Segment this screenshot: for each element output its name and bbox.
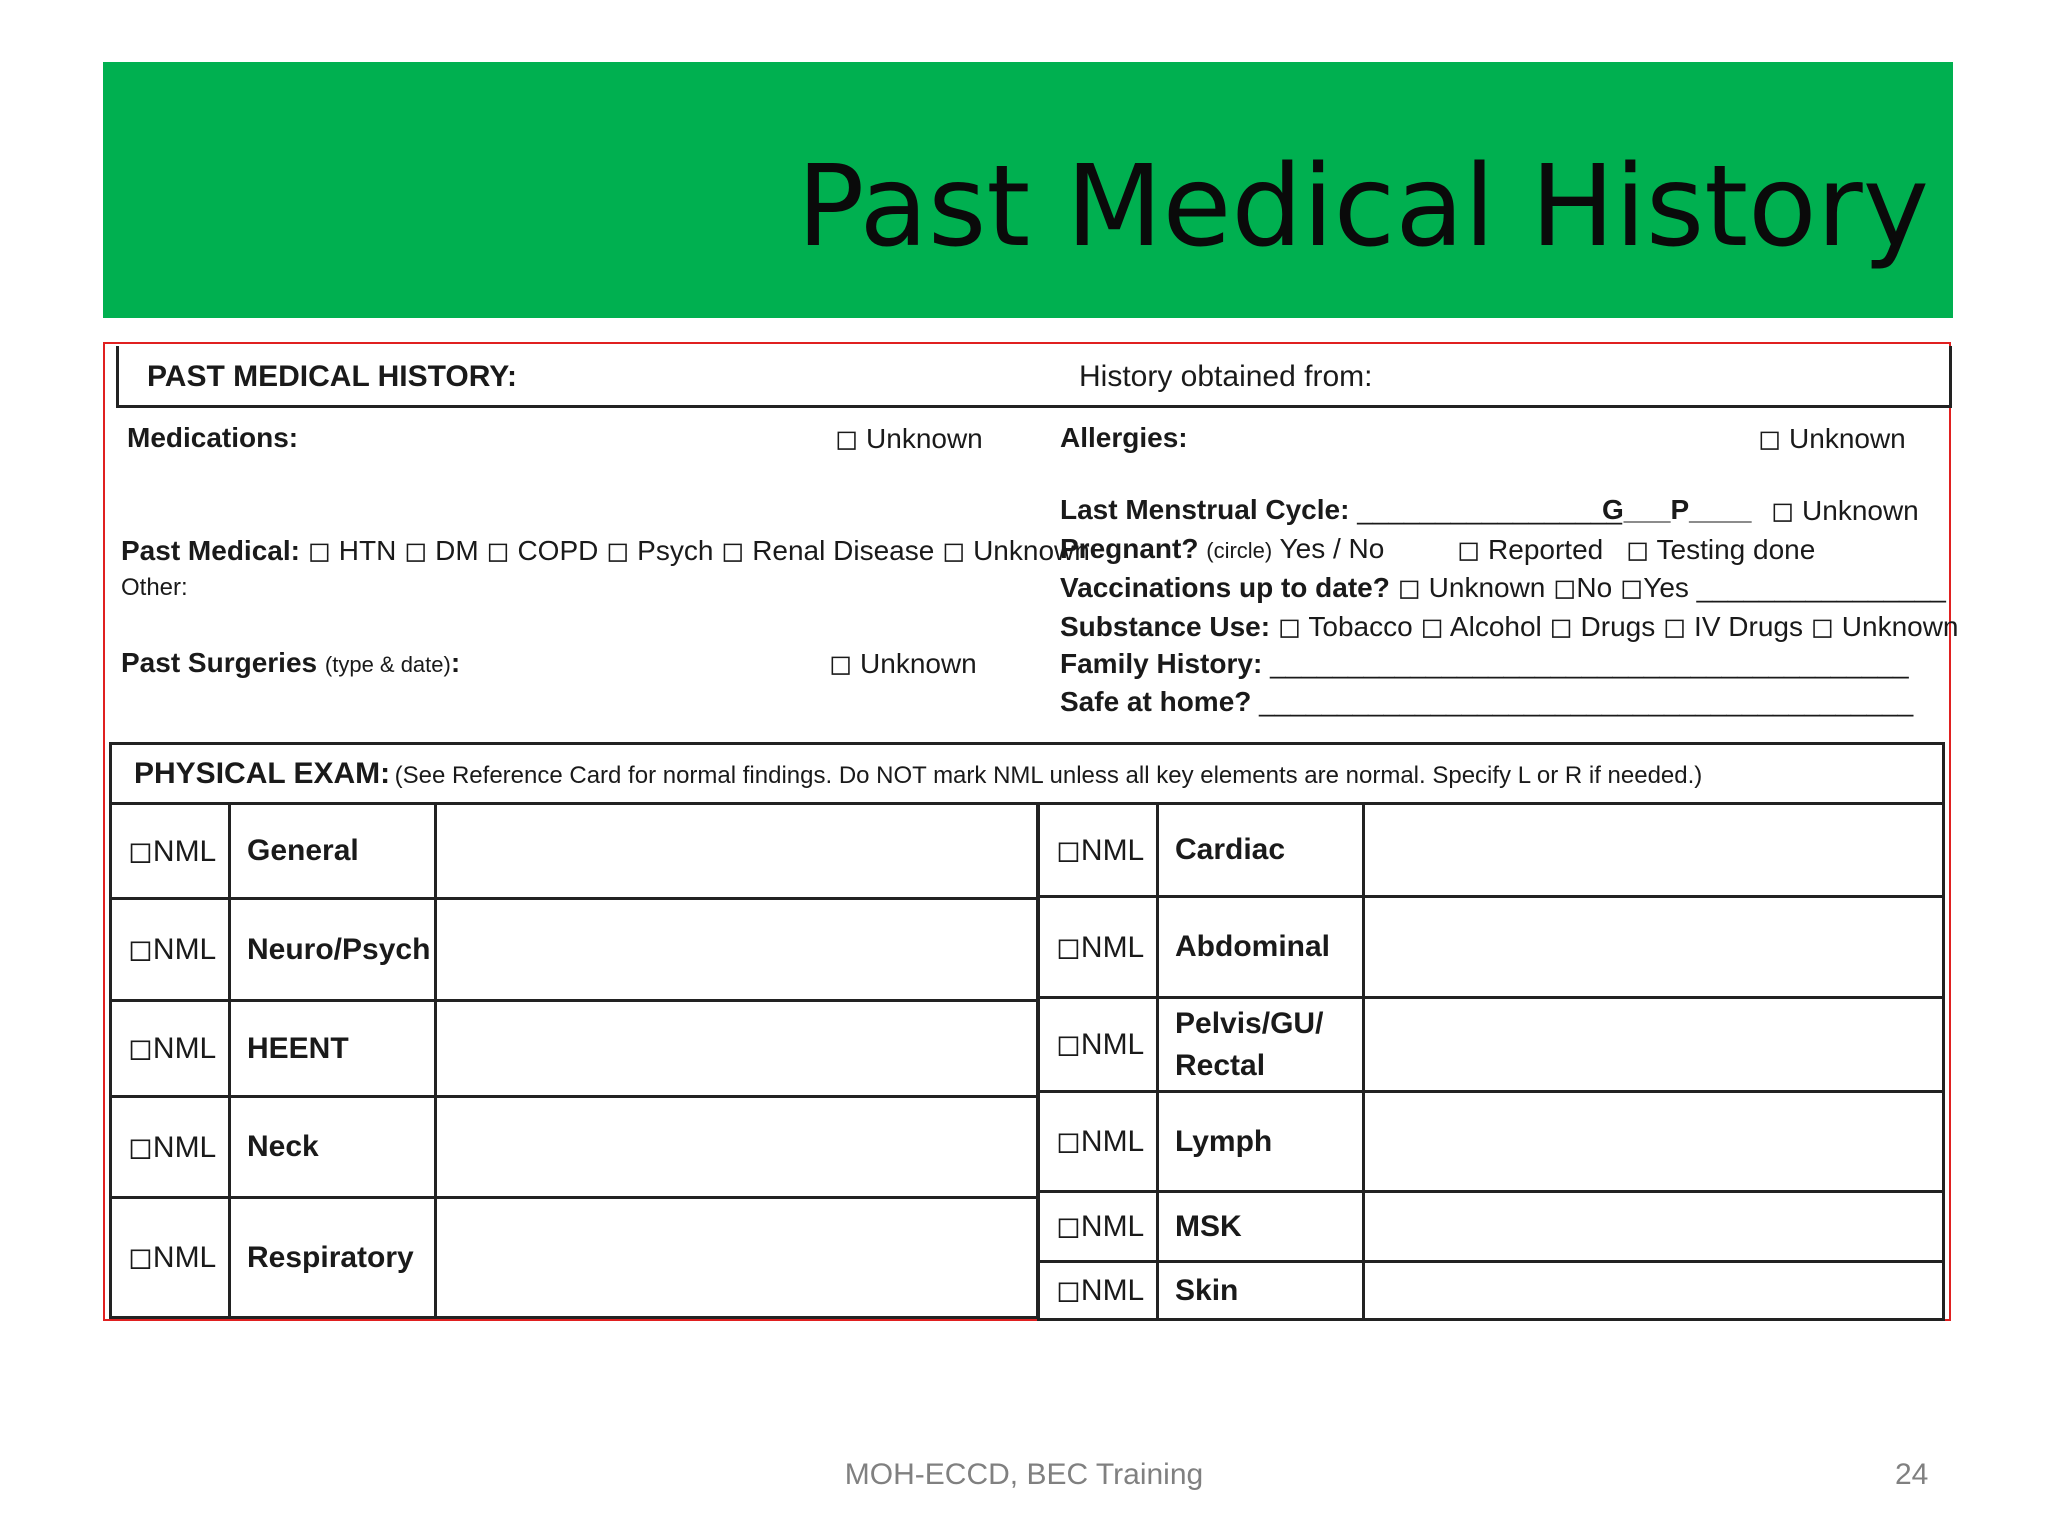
past-surgeries-label: Past Surgeries — [121, 647, 318, 678]
exam-row-general — [111, 804, 1038, 899]
vaccinations-label: Vaccinations up to date? — [1060, 572, 1390, 603]
exam-label-neuro: Neuro/Psych — [230, 899, 436, 1001]
exam-row-neuro — [111, 899, 1038, 1001]
exam-label-abdominal: Abdominal — [1158, 897, 1364, 998]
substance-row — [1060, 610, 1959, 643]
exam-row-lymph — [1039, 1092, 1944, 1192]
nml-checkbox[interactable]: ◻NML — [111, 804, 230, 899]
pregnant-testing-checkbox[interactable]: ◻ Testing done — [1626, 534, 1816, 565]
exam-label-cardiac: Cardiac — [1158, 804, 1364, 897]
safe-at-home-row — [1060, 686, 1913, 718]
exam-notes-msk[interactable] — [1364, 1192, 1944, 1262]
past-medical-options[interactable]: ◻ HTN ◻ DM ◻ COPD ◻ Psych ◻ Renal Disease ◻ Unknown — [307, 535, 1090, 566]
exam-row-neck — [111, 1097, 1038, 1198]
exam-notes-heent[interactable] — [436, 1001, 1038, 1097]
exam-notes-neuro[interactable] — [436, 899, 1038, 1001]
lmc-blank[interactable]: _________________ — [1357, 494, 1622, 525]
exam-row-respiratory — [111, 1198, 1038, 1318]
exam-table-left — [109, 802, 1039, 1319]
past-medical-row — [121, 534, 1090, 567]
nml-checkbox[interactable]: ◻NML — [111, 1198, 230, 1318]
lmc-gp[interactable]: G___P____ — [1602, 494, 1752, 525]
nml-checkbox[interactable]: ◻NML — [1039, 1192, 1158, 1262]
exam-label-heent: HEENT — [230, 1001, 436, 1097]
slide-page-number: 24 — [1895, 1458, 1929, 1491]
past-surgeries-colon: : — [450, 647, 461, 678]
nml-checkbox[interactable]: ◻NML — [1039, 1092, 1158, 1192]
exam-label-respiratory: Respiratory — [230, 1198, 436, 1318]
substance-options[interactable]: ◻ Tobacco ◻ Alcohol ◻ Drugs ◻ IV Drugs ◻ Unknown — [1277, 611, 1959, 642]
family-history-blank[interactable]: _________________________________________ — [1270, 648, 1909, 679]
medications-label: Medications: — [127, 422, 299, 453]
exam-row-heent — [111, 1001, 1038, 1097]
substance-label: Substance Use: — [1060, 611, 1271, 642]
nml-checkbox[interactable]: ◻NML — [111, 899, 230, 1001]
nml-checkbox[interactable]: ◻NML — [1039, 998, 1158, 1092]
past-medical-label: Past Medical: — [121, 535, 300, 566]
exam-label-neck: Neck — [230, 1097, 436, 1198]
pmh-header-box — [116, 346, 1952, 408]
lmc-label: Last Menstrual Cycle: — [1060, 494, 1350, 525]
pe-header-row — [134, 757, 1702, 791]
exam-label-msk: MSK — [1158, 1192, 1364, 1262]
slide-footer: MOH-ECCD, BEC Training — [844, 1458, 1204, 1491]
past-surgeries-unknown-checkbox[interactable]: ◻ Unknown — [829, 648, 977, 679]
slide-title: Past Medical History — [796, 142, 1929, 272]
exam-label-general: General — [230, 804, 436, 899]
exam-table-right — [1037, 802, 1945, 1321]
exam-row-pelvis — [1039, 998, 1944, 1092]
exam-notes-neck[interactable] — [436, 1097, 1038, 1198]
family-history-row — [1060, 648, 1909, 680]
exam-row-cardiac — [1039, 804, 1944, 897]
family-history-label: Family History: — [1060, 648, 1263, 679]
nml-checkbox[interactable]: ◻NML — [1039, 897, 1158, 998]
exam-notes-cardiac[interactable] — [1364, 804, 1944, 897]
pregnant-circle-note: (circle) — [1206, 538, 1273, 563]
past-surgeries-note: (type & date) — [324, 652, 451, 677]
pregnant-row — [1060, 533, 1384, 565]
pregnant-reported-checkbox[interactable]: ◻ Reported — [1457, 534, 1604, 565]
allergies-label: Allergies: — [1060, 422, 1188, 453]
title-bar — [103, 62, 1953, 318]
history-obtained-label: History obtained from: — [1079, 360, 1373, 393]
nml-checkbox[interactable]: ◻NML — [111, 1001, 230, 1097]
past-surgeries-row — [121, 647, 460, 679]
nml-checkbox[interactable]: ◻NML — [111, 1097, 230, 1198]
pregnant-label: Pregnant? — [1060, 533, 1199, 564]
exam-notes-pelvis[interactable] — [1364, 998, 1944, 1092]
exam-notes-skin[interactable] — [1364, 1262, 1944, 1320]
other-label: Other: — [121, 574, 188, 601]
pe-header-box — [109, 742, 1945, 804]
exam-notes-lymph[interactable] — [1364, 1092, 1944, 1192]
exam-notes-general[interactable] — [436, 804, 1038, 899]
lmc-row — [1060, 494, 1622, 526]
nml-checkbox[interactable]: ◻NML — [1039, 1262, 1158, 1320]
safe-at-home-blank[interactable]: __________________________________________ — [1259, 686, 1914, 717]
pe-header-note: (See Reference Card for normal findings. Do NOT mark NML unless all key elements are normal. Specify L or R if needed.) — [394, 762, 1703, 789]
safe-at-home-label: Safe at home? — [1060, 686, 1252, 717]
exam-label-pelvis: Pelvis/GU/ Rectal — [1158, 998, 1364, 1092]
exam-notes-abdominal[interactable] — [1364, 897, 1944, 998]
pregnant-options[interactable]: Yes / No — [1279, 533, 1385, 564]
exam-row-abdominal — [1039, 897, 1944, 998]
exam-notes-respiratory[interactable] — [436, 1198, 1038, 1318]
exam-label-skin: Skin — [1158, 1262, 1364, 1320]
pe-header-title: PHYSICAL EXAM: — [134, 757, 391, 790]
exam-row-msk — [1039, 1192, 1944, 1262]
nml-checkbox[interactable]: ◻NML — [1039, 804, 1158, 897]
lmc-unknown-checkbox[interactable]: ◻ Unknown — [1771, 495, 1919, 526]
exam-row-skin — [1039, 1262, 1944, 1320]
medications-unknown-checkbox[interactable]: ◻ Unknown — [835, 423, 983, 454]
pmh-header-title: PAST MEDICAL HISTORY: — [147, 360, 518, 393]
vaccinations-options[interactable]: ◻ Unknown ◻No ◻Yes ________________ — [1397, 572, 1946, 603]
exam-label-lymph: Lymph — [1158, 1092, 1364, 1192]
vaccinations-row — [1060, 571, 1946, 604]
form-image — [103, 342, 1959, 1321]
allergies-unknown-checkbox[interactable]: ◻ Unknown — [1758, 423, 1906, 454]
